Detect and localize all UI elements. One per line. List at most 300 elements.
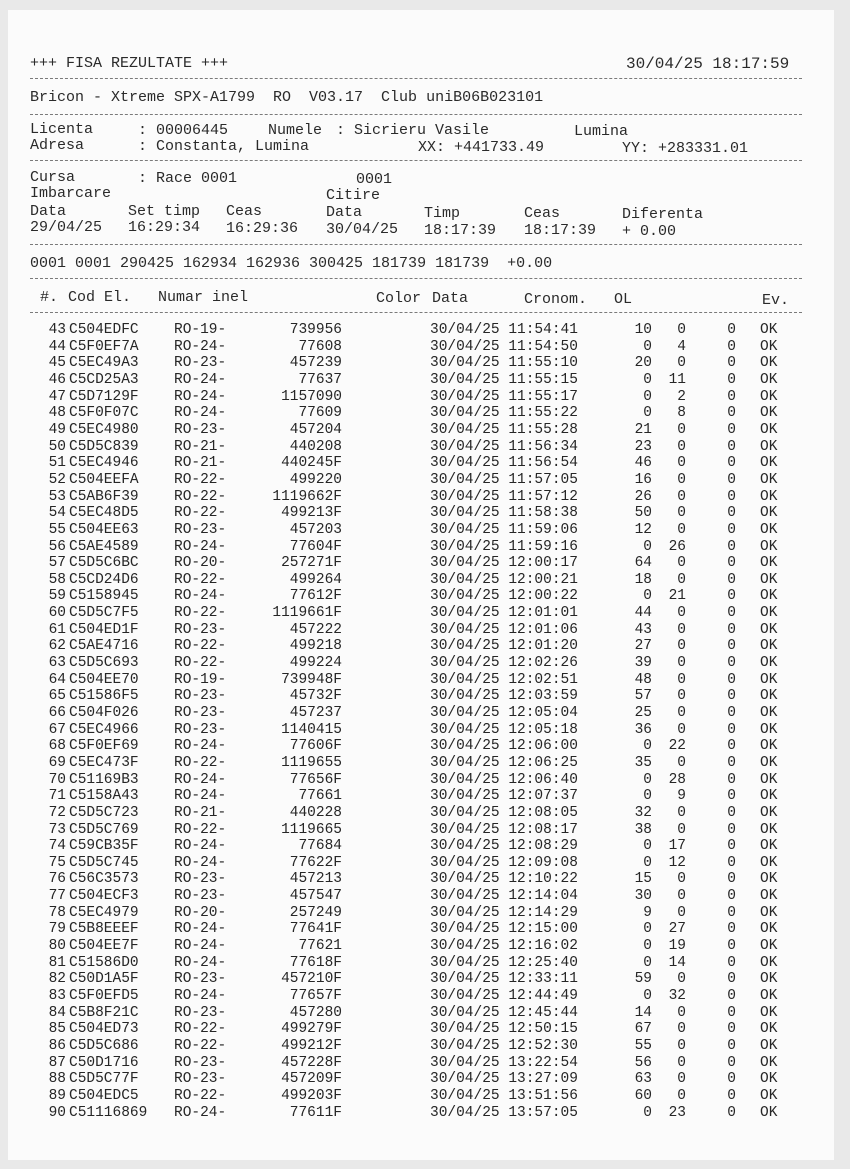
- row-ring-number: 739956: [289, 322, 342, 338]
- row-number: 82: [48, 971, 66, 988]
- header-ol: OL: [614, 291, 633, 308]
- table-row: [8, 505, 834, 521]
- row-cod: C504EE7F: [69, 938, 139, 954]
- row-ring-number: 499213F: [281, 505, 342, 522]
- table-row: [8, 389, 834, 405]
- row-val-x: 0: [677, 605, 686, 621]
- val-timp: 18:17:39: [424, 222, 497, 239]
- row-ev: OK: [760, 621, 778, 638]
- row-number: 74: [48, 838, 66, 855]
- table-row: [8, 838, 834, 854]
- row-ring-prefix: RO-23-: [174, 421, 227, 438]
- row-val-y: 0: [727, 571, 736, 588]
- row-cod: C5EC4980: [69, 421, 139, 438]
- row-ol: 0: [643, 738, 652, 755]
- row-ev: OK: [760, 322, 778, 338]
- row-ol: 0: [643, 388, 652, 405]
- row-datetime: 30/04/25 11:55:17: [430, 388, 578, 405]
- row-ev: OK: [760, 1004, 778, 1021]
- row-ev: OK: [760, 655, 778, 671]
- row-val-x: 23: [668, 1104, 686, 1121]
- row-val-y: 0: [727, 771, 736, 788]
- table-row: [8, 672, 834, 688]
- row-datetime: 30/04/25 11:55:28: [430, 421, 578, 438]
- row-cod: C5CD25A3: [69, 371, 139, 388]
- row-number: 58: [48, 571, 66, 588]
- row-cod: C50D1716: [69, 1054, 139, 1071]
- row-ol: 0: [643, 988, 652, 1004]
- row-ring-number: 77608: [298, 338, 342, 355]
- row-cod: C504ED1F: [69, 621, 139, 638]
- row-ev: OK: [760, 521, 778, 538]
- table-row: [8, 1088, 834, 1104]
- row-val-x: 0: [677, 638, 686, 655]
- table-row: [8, 322, 834, 338]
- row-val-x: 0: [677, 705, 686, 721]
- col-data-citire: Data: [326, 204, 363, 221]
- row-ring-number: 440245F: [281, 455, 342, 472]
- row-number: 64: [48, 671, 66, 688]
- row-number: 57: [48, 555, 66, 572]
- row-val-x: 0: [677, 971, 686, 988]
- table-row: [8, 522, 834, 538]
- row-cod: C5AE4589: [69, 538, 139, 555]
- row-number: 53: [48, 488, 66, 505]
- table-row: [8, 439, 834, 455]
- row-ol: 0: [643, 838, 652, 855]
- row-ol: 26: [634, 488, 652, 505]
- row-cod: C5CD24D6: [69, 571, 139, 588]
- row-ol: 14: [634, 1004, 652, 1021]
- table-row: [8, 489, 834, 505]
- row-number: 56: [48, 538, 66, 555]
- row-ring-number: 77618F: [289, 954, 342, 971]
- licenta-label: Licenta: [30, 121, 94, 138]
- row-ev: OK: [760, 838, 778, 855]
- row-ev: OK: [760, 538, 778, 555]
- row-val-y: 0: [727, 1104, 736, 1121]
- row-datetime: 30/04/25 13:57:05: [430, 1104, 578, 1121]
- row-val-x: 9: [677, 788, 686, 805]
- row-val-y: 0: [727, 971, 736, 988]
- row-ol: 35: [634, 754, 652, 771]
- row-datetime: 30/04/25 12:01:20: [430, 638, 578, 655]
- row-datetime: 30/04/25 11:54:50: [430, 338, 578, 355]
- row-val-y: 0: [727, 621, 736, 638]
- row-val-x: 0: [677, 322, 686, 338]
- row-ev: OK: [760, 421, 778, 438]
- row-cod: C5D5C686: [69, 1037, 139, 1054]
- row-ol: 59: [634, 971, 652, 988]
- row-ev: OK: [760, 355, 778, 372]
- row-val-y: 0: [727, 705, 736, 721]
- row-number: 68: [48, 738, 66, 755]
- row-number: 52: [48, 471, 66, 488]
- row-datetime: 30/04/25 12:00:22: [430, 588, 578, 605]
- row-ring-number: 77611F: [289, 1104, 342, 1121]
- header-inel: Numar inel: [158, 289, 249, 306]
- row-ev: OK: [760, 821, 778, 838]
- row-datetime: 30/04/25 12:10:22: [430, 871, 578, 888]
- row-number: 78: [48, 904, 66, 921]
- row-ring-number: 1140415: [281, 721, 342, 738]
- row-number: 59: [48, 588, 66, 605]
- separator: [30, 114, 802, 115]
- cursa-label: Cursa: [30, 169, 76, 186]
- row-datetime: 30/04/25 12:45:44: [430, 1004, 578, 1021]
- row-ring-prefix: RO-23-: [174, 1054, 227, 1071]
- table-row: [8, 905, 834, 921]
- row-val-x: 0: [677, 471, 686, 488]
- row-cod: C5F0EFD5: [69, 988, 139, 1004]
- row-val-y: 0: [727, 838, 736, 855]
- row-number: 75: [48, 854, 66, 871]
- row-cod: C5EC49A3: [69, 355, 139, 372]
- row-datetime: 30/04/25 12:44:49: [430, 988, 578, 1004]
- row-val-y: 0: [727, 904, 736, 921]
- licenta-value: : 00006445: [138, 122, 229, 139]
- row-val-y: 0: [727, 954, 736, 971]
- row-datetime: 30/04/25 12:06:40: [430, 771, 578, 788]
- row-ring-number: 457213: [289, 871, 342, 888]
- row-val-x: 0: [677, 655, 686, 671]
- table-row: [8, 1105, 834, 1121]
- row-val-x: 0: [677, 888, 686, 905]
- row-cod: C504F026: [69, 705, 139, 721]
- row-datetime: 30/04/25 12:06:25: [430, 754, 578, 771]
- row-val-x: 0: [677, 1004, 686, 1021]
- table-row: [8, 855, 834, 871]
- numele-label: Numele: [268, 122, 323, 139]
- row-datetime: 30/04/25 12:03:59: [430, 688, 578, 705]
- coord-xx: XX: +441733.49: [418, 139, 545, 156]
- header-cod: Cod El.: [68, 289, 132, 306]
- table-row: [8, 539, 834, 555]
- separator: [30, 278, 802, 279]
- row-val-x: 0: [677, 1054, 686, 1071]
- row-val-x: 0: [677, 721, 686, 738]
- row-number: 80: [48, 938, 66, 954]
- row-ev: OK: [760, 688, 778, 705]
- race-summary: 0001 0001 290425 162934 162936 300425 181739 181739 +0.00: [30, 255, 553, 272]
- col-diferenta: Diferenta: [622, 206, 704, 223]
- row-number: 71: [48, 788, 66, 805]
- row-ring-prefix: RO-24-: [174, 1104, 227, 1121]
- row-cod: C504ECF3: [69, 888, 139, 905]
- row-ring-prefix: RO-21-: [174, 455, 227, 472]
- row-val-y: 0: [727, 322, 736, 338]
- col-ceas-citire: Ceas: [524, 205, 561, 222]
- row-ring-prefix: RO-22-: [174, 754, 227, 771]
- table-row: [8, 1038, 834, 1054]
- row-val-x: 0: [677, 488, 686, 505]
- row-ring-number: 440228: [289, 804, 342, 821]
- val-set-timp: 16:29:34: [128, 219, 201, 236]
- row-ev: OK: [760, 988, 778, 1004]
- table-row: [8, 822, 834, 838]
- row-ol: 10: [634, 322, 652, 338]
- row-ev: OK: [760, 338, 778, 355]
- row-datetime: 30/04/25 12:05:18: [430, 721, 578, 738]
- row-ring-prefix: RO-24-: [174, 788, 227, 805]
- row-number: 65: [48, 688, 66, 705]
- row-val-x: 0: [677, 754, 686, 771]
- row-ev: OK: [760, 1104, 778, 1121]
- citire-label: Citire: [326, 187, 381, 204]
- row-ring-number: 257249: [289, 904, 342, 921]
- row-datetime: 30/04/25 12:14:29: [430, 904, 578, 921]
- row-ol: 55: [634, 1037, 652, 1054]
- row-cod: C5B8F21C: [69, 1004, 139, 1021]
- row-ring-prefix: RO-20-: [174, 904, 227, 921]
- row-ol: 50: [634, 505, 652, 522]
- row-val-y: 0: [727, 1021, 736, 1038]
- separator: [30, 244, 802, 245]
- row-datetime: 30/04/25 12:00:21: [430, 571, 578, 588]
- row-cod: C5F0EF7A: [69, 338, 139, 355]
- row-ring-number: 457547: [289, 888, 342, 905]
- row-datetime: 30/04/25 12:02:26: [430, 655, 578, 671]
- row-ol: 25: [634, 705, 652, 721]
- row-ol: 63: [634, 1071, 652, 1088]
- row-ol: 12: [634, 521, 652, 538]
- table-row: [8, 405, 834, 421]
- table-row: [8, 871, 834, 887]
- row-datetime: 30/04/25 12:08:05: [430, 804, 578, 821]
- row-val-x: 26: [668, 538, 686, 555]
- row-cod: C5B8EEEF: [69, 921, 139, 938]
- row-ev: OK: [760, 388, 778, 405]
- row-ring-prefix: RO-22-: [174, 488, 227, 505]
- row-val-x: 0: [677, 821, 686, 838]
- row-val-y: 0: [727, 388, 736, 405]
- row-ol: 0: [643, 771, 652, 788]
- row-number: 61: [48, 621, 66, 638]
- table-row: [8, 688, 834, 704]
- row-number: 69: [48, 754, 66, 771]
- row-number: 63: [48, 655, 66, 671]
- row-ev: OK: [760, 588, 778, 605]
- row-cod: C504ED73: [69, 1021, 139, 1038]
- row-cod: C5AB6F39: [69, 488, 139, 505]
- row-val-y: 0: [727, 638, 736, 655]
- row-ev: OK: [760, 721, 778, 738]
- row-val-y: 0: [727, 871, 736, 888]
- val-ceas-citire: 18:17:39: [524, 222, 597, 239]
- row-val-y: 0: [727, 788, 736, 805]
- val-data: 29/04/25: [30, 219, 103, 236]
- row-val-x: 0: [677, 1087, 686, 1104]
- row-ev: OK: [760, 1021, 778, 1038]
- table-row: [8, 1005, 834, 1021]
- row-cod: C5158945: [69, 588, 139, 605]
- table-row: [8, 755, 834, 771]
- row-cod: C5D5C77F: [69, 1071, 139, 1088]
- row-ol: 0: [643, 938, 652, 954]
- row-ol: 15: [634, 871, 652, 888]
- row-ring-prefix: RO-23-: [174, 888, 227, 905]
- row-ring-number: 499279F: [281, 1021, 342, 1038]
- row-ev: OK: [760, 505, 778, 522]
- table-row: [8, 788, 834, 804]
- row-cod: C5D5C769: [69, 821, 139, 838]
- row-number: 77: [48, 888, 66, 905]
- row-val-y: 0: [727, 754, 736, 771]
- row-ring-prefix: RO-22-: [174, 638, 227, 655]
- table-row: [8, 722, 834, 738]
- table-row: [8, 472, 834, 488]
- row-val-y: 0: [727, 854, 736, 871]
- row-ev: OK: [760, 938, 778, 954]
- row-ol: 16: [634, 471, 652, 488]
- table-row: [8, 1055, 834, 1071]
- row-number: 84: [48, 1004, 66, 1021]
- row-datetime: 30/04/25 12:08:29: [430, 838, 578, 855]
- row-ring-prefix: RO-24-: [174, 588, 227, 605]
- cursa-code: 0001: [356, 171, 393, 188]
- row-ev: OK: [760, 371, 778, 388]
- row-datetime: 30/04/25 11:56:54: [430, 455, 578, 472]
- row-cod: C5D7129F: [69, 388, 139, 405]
- row-ol: 0: [643, 538, 652, 555]
- row-datetime: 30/04/25 12:33:11: [430, 971, 578, 988]
- row-val-x: 12: [668, 854, 686, 871]
- row-ol: 60: [634, 1087, 652, 1104]
- row-ring-number: 499224: [289, 655, 342, 671]
- row-val-y: 0: [727, 938, 736, 954]
- row-number: 88: [48, 1071, 66, 1088]
- row-cod: C5D5C7F5: [69, 605, 139, 621]
- table-row: [8, 655, 834, 671]
- row-val-x: 0: [677, 1071, 686, 1088]
- row-ring-number: 457280: [289, 1004, 342, 1021]
- row-ring-prefix: RO-22-: [174, 605, 227, 621]
- row-cod: C504EDFC: [69, 322, 139, 338]
- row-number: 45: [48, 355, 66, 372]
- row-ol: 9: [643, 904, 652, 921]
- row-number: 85: [48, 1021, 66, 1038]
- row-val-y: 0: [727, 821, 736, 838]
- row-val-y: 0: [727, 355, 736, 372]
- row-cod: C5158A43: [69, 788, 139, 805]
- row-val-y: 0: [727, 338, 736, 355]
- row-datetime: 30/04/25 11:55:10: [430, 355, 578, 372]
- row-val-x: 0: [677, 355, 686, 372]
- row-ev: OK: [760, 954, 778, 971]
- row-ring-number: 457203: [289, 521, 342, 538]
- row-ev: OK: [760, 871, 778, 888]
- row-ev: OK: [760, 1037, 778, 1054]
- table-row: [8, 355, 834, 371]
- row-ring-prefix: RO-24-: [174, 938, 227, 954]
- row-ring-prefix: RO-24-: [174, 405, 227, 422]
- row-ring-number: 457237: [289, 705, 342, 721]
- row-val-y: 0: [727, 405, 736, 422]
- table-row: [8, 372, 834, 388]
- row-val-y: 0: [727, 1054, 736, 1071]
- row-number: 47: [48, 388, 66, 405]
- row-ring-prefix: RO-24-: [174, 988, 227, 1004]
- row-cod: C5F0F07C: [69, 405, 139, 422]
- row-val-y: 0: [727, 888, 736, 905]
- row-datetime: 30/04/25 12:02:51: [430, 671, 578, 688]
- table-row: [8, 1021, 834, 1037]
- row-val-y: 0: [727, 655, 736, 671]
- row-datetime: 30/04/25 11:58:38: [430, 505, 578, 522]
- row-val-y: 0: [727, 804, 736, 821]
- row-ev: OK: [760, 405, 778, 422]
- row-ev: OK: [760, 854, 778, 871]
- row-val-x: 0: [677, 871, 686, 888]
- row-datetime: 30/04/25 12:52:30: [430, 1037, 578, 1054]
- row-ring-number: 457228F: [281, 1054, 342, 1071]
- row-ev: OK: [760, 471, 778, 488]
- row-val-x: 0: [677, 555, 686, 572]
- imbarcare-label: Imbarcare: [30, 185, 112, 202]
- row-cod: C51586F5: [69, 688, 139, 705]
- row-datetime: 30/04/25 13:27:09: [430, 1071, 578, 1088]
- row-val-y: 0: [727, 421, 736, 438]
- row-val-x: 0: [677, 904, 686, 921]
- row-ol: 27: [634, 638, 652, 655]
- row-ol: 32: [634, 804, 652, 821]
- row-cod: C5EC4979: [69, 904, 139, 921]
- row-val-y: 0: [727, 1087, 736, 1104]
- row-number: 67: [48, 721, 66, 738]
- row-ol: 56: [634, 1054, 652, 1071]
- row-ol: 43: [634, 621, 652, 638]
- row-val-y: 0: [727, 488, 736, 505]
- table-row: [8, 622, 834, 638]
- row-val-x: 17: [668, 838, 686, 855]
- separator: [30, 78, 802, 79]
- row-ring-prefix: RO-23-: [174, 621, 227, 638]
- row-datetime: 30/04/25 12:09:08: [430, 854, 578, 871]
- table-row: [8, 988, 834, 1004]
- row-cod: C5EC473F: [69, 754, 139, 771]
- row-ring-number: 499218: [289, 638, 342, 655]
- row-val-x: 19: [668, 938, 686, 954]
- separator: [30, 312, 802, 313]
- table-row: [8, 422, 834, 438]
- table-row: [8, 772, 834, 788]
- row-number: 79: [48, 921, 66, 938]
- row-ol: 18: [634, 571, 652, 588]
- row-val-x: 0: [677, 688, 686, 705]
- row-ring-number: 77637: [298, 371, 342, 388]
- row-val-x: 0: [677, 521, 686, 538]
- row-cod: C5D5C723: [69, 804, 139, 821]
- row-val-x: 0: [677, 421, 686, 438]
- row-ring-number: 257271F: [281, 555, 342, 572]
- row-ol: 0: [643, 921, 652, 938]
- row-ev: OK: [760, 771, 778, 788]
- row-ring-prefix: RO-24-: [174, 388, 227, 405]
- row-ring-prefix: RO-22-: [174, 1021, 227, 1038]
- row-ev: OK: [760, 804, 778, 821]
- table-row: [8, 1071, 834, 1087]
- row-ol: 0: [643, 405, 652, 422]
- row-ring-prefix: RO-23-: [174, 871, 227, 888]
- row-ring-number: 77661: [298, 788, 342, 805]
- row-datetime: 30/04/25 12:07:37: [430, 788, 578, 805]
- row-ring-number: 1119661F: [272, 605, 342, 621]
- row-datetime: 30/04/25 11:55:15: [430, 371, 578, 388]
- row-val-x: 0: [677, 438, 686, 455]
- row-val-x: 0: [677, 505, 686, 522]
- row-cod: C504EEFA: [69, 471, 139, 488]
- row-ring-prefix: RO-23-: [174, 705, 227, 721]
